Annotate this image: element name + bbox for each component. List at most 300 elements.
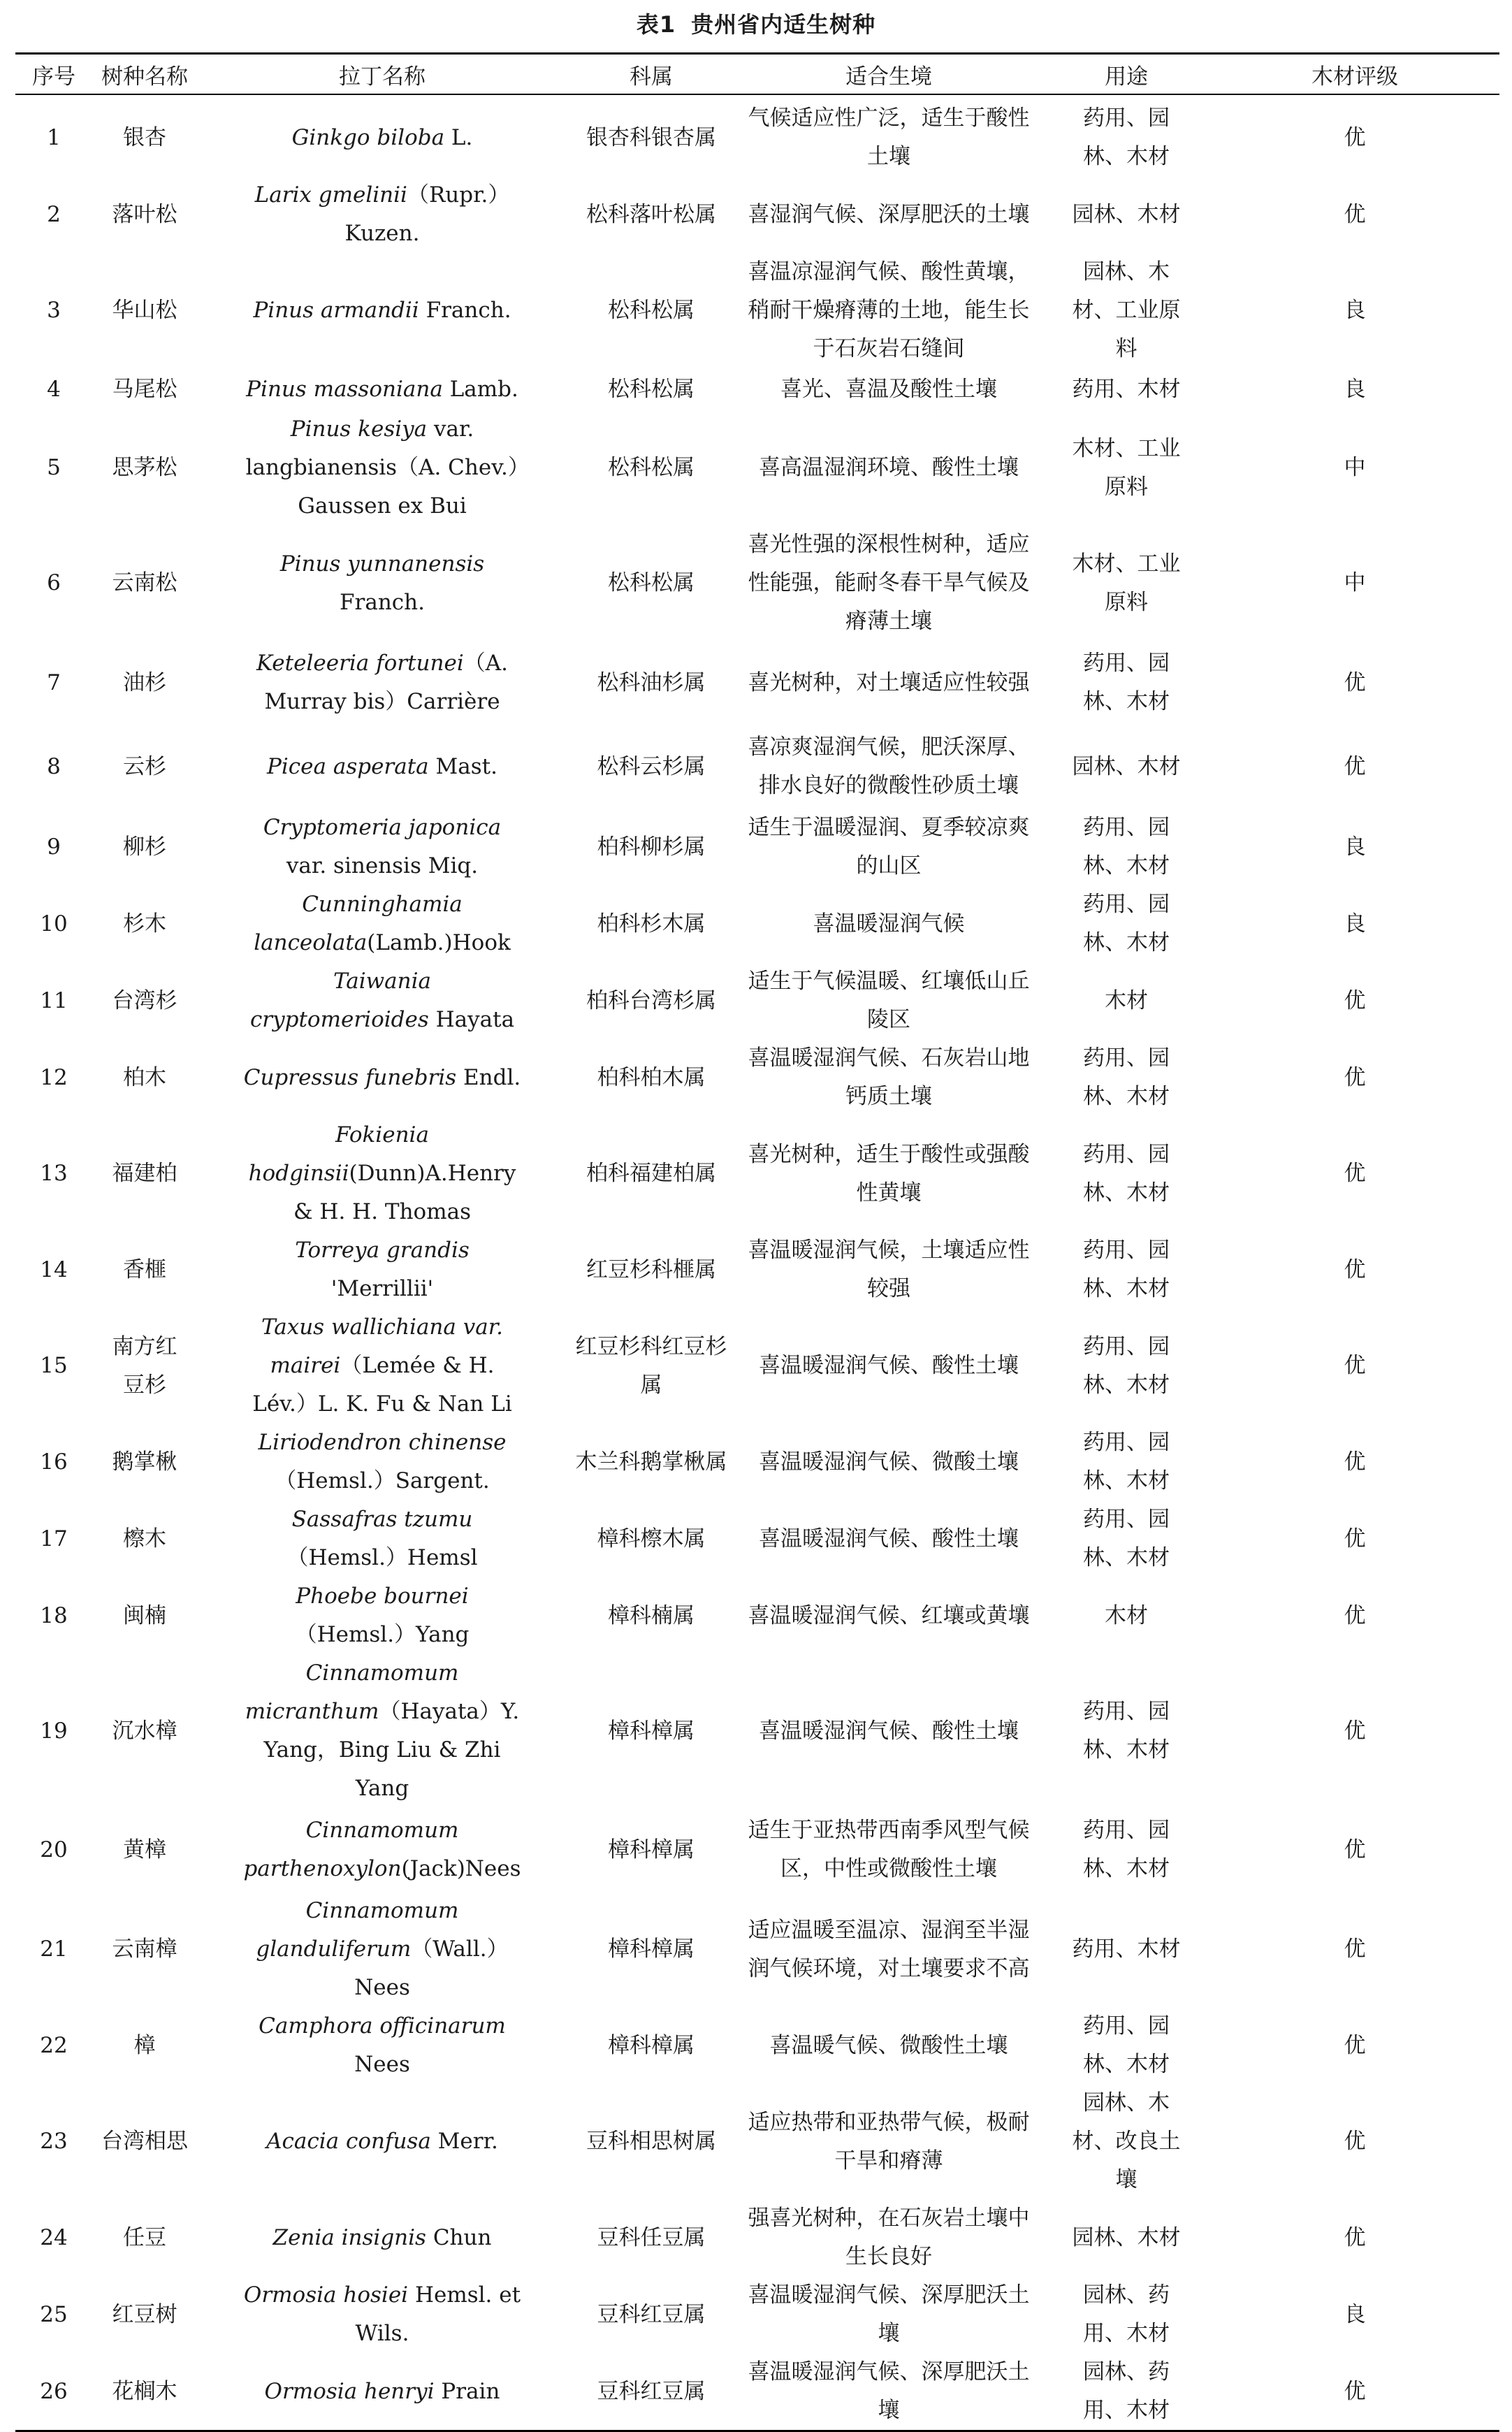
row-number: 23 bbox=[40, 2129, 68, 2154]
family-genus bbox=[567, 176, 735, 253]
usage bbox=[1042, 1308, 1210, 1424]
table-row bbox=[15, 1308, 1499, 1424]
species-name-text: 任豆 bbox=[123, 2224, 166, 2250]
family-genus bbox=[567, 1808, 735, 1892]
use-text: 药用、园林、木材 bbox=[1083, 2013, 1170, 2077]
family-text: 柏科福建柏属 bbox=[586, 1161, 716, 1186]
row-number: 1 bbox=[47, 124, 61, 150]
family-text: 豆科相思树属 bbox=[586, 2129, 716, 2154]
timber-grade: 优 bbox=[1344, 753, 1366, 779]
use-text: 药用、木材 bbox=[1072, 376, 1181, 402]
timber-grade: 优 bbox=[1344, 1353, 1366, 1378]
table-row bbox=[15, 1424, 1499, 1500]
family-genus bbox=[567, 1308, 735, 1424]
usage bbox=[1042, 1116, 1210, 1231]
timber-grade: 良 bbox=[1344, 911, 1366, 936]
latin-species: Cryptomeria japonica bbox=[263, 815, 502, 840]
timber-grade: 良 bbox=[1344, 834, 1366, 860]
row-number: 10 bbox=[40, 911, 68, 936]
species-name bbox=[92, 809, 197, 885]
use-text: 园林、木材、改良土壤 bbox=[1072, 2090, 1181, 2192]
latin-name bbox=[197, 176, 567, 253]
latin-authority: （Hayata）Y. Yang，Bing Liu & Zhi Yang bbox=[263, 1699, 520, 1801]
family-text: 樟科樟属 bbox=[608, 1718, 695, 1744]
row-number: 6 bbox=[47, 570, 61, 595]
habitat-text: 喜温暖湿润气候、石灰岩山地钙质土壤 bbox=[748, 1045, 1030, 1109]
species-name bbox=[92, 1308, 197, 1424]
table-row bbox=[15, 253, 1499, 368]
species-name bbox=[92, 1654, 197, 1808]
latin-authority: Chun bbox=[426, 2224, 492, 2250]
table-row bbox=[15, 809, 1499, 885]
habitat-text: 喜温暖湿润气候、红壤或黄壤 bbox=[748, 1602, 1030, 1628]
species-name-text: 柏木 bbox=[123, 1064, 166, 1090]
timber-grade: 优 bbox=[1344, 2032, 1366, 2058]
table-row bbox=[15, 410, 1499, 526]
row-number: 5 bbox=[47, 455, 61, 480]
habitat bbox=[735, 1116, 1042, 1231]
family-text: 红豆杉科榧属 bbox=[586, 1257, 716, 1282]
family-text: 银杏科银杏属 bbox=[586, 124, 716, 150]
usage bbox=[1042, 1424, 1210, 1500]
habitat-text: 喜温暖湿润气候、微酸土壤 bbox=[759, 1449, 1019, 1475]
species-name-text: 柳杉 bbox=[123, 834, 166, 860]
species-name bbox=[92, 1500, 197, 1577]
species-name-text: 沉水樟 bbox=[112, 1718, 177, 1744]
timber-grade: 优 bbox=[1344, 1837, 1366, 1862]
timber-grade: 优 bbox=[1210, 2353, 1499, 2431]
habitat bbox=[735, 1654, 1042, 1808]
habitat bbox=[735, 368, 1042, 410]
habitat bbox=[735, 2084, 1042, 2199]
habitat-text: 喜温暖湿润气候，土壤适应性较强 bbox=[748, 1238, 1030, 1301]
header-latin: 拉丁名称 bbox=[197, 54, 567, 95]
row-number: 15 bbox=[40, 1353, 68, 1378]
habitat bbox=[735, 94, 1042, 176]
habitat-text: 适生于亚热带西南季风型气候区，中性或微酸性土壤 bbox=[748, 1818, 1030, 1881]
species-name-text: 银杏 bbox=[123, 124, 166, 150]
latin-species: Picea asperata bbox=[267, 753, 429, 779]
latin-name bbox=[197, 2276, 567, 2353]
latin-species: Phoebe bournei bbox=[296, 1584, 469, 1609]
latin-name bbox=[197, 1892, 567, 2007]
header-name: 树种名称 bbox=[92, 54, 197, 95]
family-text: 松科落叶松属 bbox=[586, 201, 716, 227]
habitat-text: 喜温凉湿润气候、酸性黄壤，稍耐干燥瘠薄的土地，能生长于石灰岩石缝间 bbox=[748, 259, 1030, 361]
table-row bbox=[15, 1892, 1499, 2007]
use-text: 园林、木材、工业原料 bbox=[1072, 259, 1181, 361]
habitat-text: 喜温暖气候、微酸性土壤 bbox=[769, 2032, 1008, 2058]
use-text: 园林、木材 bbox=[1072, 201, 1181, 227]
latin-authority: (Lamb.)Hook bbox=[367, 930, 511, 955]
habitat-text: 喜光性强的深根性树种，适应性能强，能耐冬春干旱气候及瘠薄土壤 bbox=[748, 532, 1030, 634]
usage bbox=[1042, 885, 1210, 962]
habitat bbox=[735, 1808, 1042, 1892]
family-genus bbox=[567, 526, 735, 641]
row-number: 16 bbox=[40, 1449, 68, 1475]
table-row bbox=[15, 94, 1499, 176]
row-number: 18 bbox=[40, 1602, 68, 1628]
latin-name bbox=[197, 94, 567, 176]
family-genus bbox=[567, 2084, 735, 2199]
habitat bbox=[735, 2199, 1042, 2276]
habitat-text: 适应温暖至温凉、湿润至半湿润气候环境，对土壤要求不高 bbox=[748, 1917, 1030, 1981]
species-name bbox=[92, 1231, 197, 1308]
use-text: 药用、园林、木材 bbox=[1083, 1699, 1170, 1763]
latin-species: Ginkgo biloba bbox=[291, 124, 445, 150]
habitat-text: 适应热带和亚热带气候，极耐干旱和瘠薄 bbox=[748, 2109, 1030, 2173]
species-name-text: 杉木 bbox=[123, 911, 166, 936]
use-text: 木材、工业原料 bbox=[1072, 435, 1181, 500]
timber-grade: 优 bbox=[1344, 987, 1366, 1013]
habitat bbox=[735, 2276, 1042, 2353]
family-genus bbox=[567, 2353, 735, 2431]
latin-authority: （Hemsl.）Hemsl bbox=[286, 1545, 478, 1570]
family-text: 柏科柏木属 bbox=[597, 1064, 706, 1090]
species-name bbox=[92, 1808, 197, 1892]
latin-species: Fokienia hodginsii bbox=[248, 1122, 429, 1186]
timber-grade: 优 bbox=[1344, 2224, 1366, 2250]
species-name-text: 思茅松 bbox=[112, 455, 177, 480]
family-genus bbox=[567, 1424, 735, 1500]
latin-name bbox=[197, 1500, 567, 1577]
latin-name bbox=[197, 2199, 567, 2276]
family-genus bbox=[567, 253, 735, 368]
family-text: 樟科樟属 bbox=[608, 1937, 695, 1962]
usage bbox=[1042, 2084, 1210, 2199]
header-habitat: 适合生境 bbox=[735, 54, 1042, 95]
family-text: 柏科柳杉属 bbox=[597, 834, 706, 860]
header-family: 科属 bbox=[567, 54, 735, 95]
habitat-text: 喜温暖湿润气候、深厚肥沃土壤 bbox=[748, 2282, 1030, 2346]
latin-name bbox=[197, 2007, 567, 2084]
family-text: 樟科檫木属 bbox=[597, 1526, 706, 1551]
species-name bbox=[92, 1892, 197, 2007]
latin-authority: （Rupr.）Kuzen. bbox=[344, 182, 510, 246]
species-name bbox=[92, 962, 197, 1039]
timber-grade: 优 bbox=[1344, 669, 1366, 695]
species-name bbox=[92, 2353, 197, 2431]
latin-authority: Hayata bbox=[428, 1007, 515, 1032]
usage bbox=[1042, 1808, 1210, 1892]
table-row bbox=[15, 2084, 1499, 2199]
habitat bbox=[735, 2353, 1042, 2431]
species-name-text: 香榧 bbox=[123, 1257, 166, 1282]
table-row bbox=[15, 641, 1499, 725]
latin-authority: L. bbox=[444, 124, 473, 150]
species-name-text: 檫木 bbox=[123, 1526, 166, 1551]
species-name-text: 油杉 bbox=[123, 669, 166, 695]
family-text: 松科松属 bbox=[608, 376, 695, 402]
latin-authority: (Dunn)A.Henry & H. H. Thomas bbox=[293, 1161, 516, 1224]
family-text: 樟科樟属 bbox=[608, 1837, 695, 1862]
species-name bbox=[92, 526, 197, 641]
timber-grade: 优 bbox=[1344, 1937, 1366, 1962]
table-row bbox=[15, 1231, 1499, 1308]
usage bbox=[1042, 962, 1210, 1039]
species-name-text: 云杉 bbox=[123, 753, 166, 779]
latin-species: Cinnamomum glanduliferum bbox=[256, 1898, 459, 1962]
row-number: 26 bbox=[15, 2353, 92, 2431]
latin-authority: 'Merrillii' bbox=[330, 1276, 434, 1301]
tree-species-table bbox=[15, 52, 1499, 2432]
table-row bbox=[15, 2007, 1499, 2084]
habitat-text: 喜湿润气候、深厚肥沃的土壤 bbox=[748, 201, 1030, 227]
family-genus bbox=[567, 1577, 735, 1654]
family-text: 松科油杉属 bbox=[597, 669, 706, 695]
latin-species: Cinnamomum parthenoxylon bbox=[243, 1818, 459, 1881]
row-number: 19 bbox=[40, 1718, 68, 1744]
habitat-text: 喜温暖湿润气候、深厚肥沃土壤 bbox=[748, 2359, 1030, 2423]
family-text: 松科云杉属 bbox=[597, 753, 706, 779]
header-use: 用途 bbox=[1042, 54, 1210, 95]
latin-name bbox=[197, 526, 567, 641]
species-name-text: 樟 bbox=[133, 2032, 156, 2058]
usage bbox=[1042, 2007, 1210, 2084]
species-name bbox=[92, 641, 197, 725]
usage bbox=[1042, 368, 1210, 410]
header-no: 序号 bbox=[15, 54, 92, 95]
latin-name bbox=[197, 410, 567, 526]
table-number: 表1 bbox=[636, 11, 676, 38]
use-text: 木材、工业原料 bbox=[1072, 551, 1181, 615]
table-row bbox=[15, 725, 1499, 809]
latin-authority: var. sinensis Miq. bbox=[286, 853, 479, 878]
use-text: 园林、木材 bbox=[1072, 753, 1181, 779]
usage bbox=[1042, 725, 1210, 809]
latin-authority: Franch. bbox=[419, 298, 511, 323]
species-name-text: 花榈木 bbox=[112, 2378, 177, 2404]
usage bbox=[1042, 94, 1210, 176]
species-name-text: 闽楠 bbox=[123, 1602, 166, 1628]
table-row bbox=[15, 2276, 1499, 2353]
habitat-text: 喜高温湿润环境、酸性土壤 bbox=[759, 455, 1019, 480]
latin-species: Sassafras tzumu bbox=[291, 1507, 473, 1532]
latin-name bbox=[197, 1654, 567, 1808]
species-name-text: 鹅掌楸 bbox=[112, 1449, 177, 1475]
species-name bbox=[92, 2084, 197, 2199]
latin-name bbox=[197, 725, 567, 809]
row-number: 14 bbox=[40, 1257, 68, 1282]
species-name-text: 台湾相思 bbox=[101, 2129, 188, 2154]
latin-species: Camphora officinarum bbox=[259, 2013, 506, 2039]
timber-grade: 优 bbox=[1344, 1064, 1366, 1090]
row-number: 2 bbox=[47, 201, 61, 227]
habitat bbox=[735, 1231, 1042, 1308]
use-text: 药用、园林、木材 bbox=[1083, 1238, 1170, 1301]
timber-grade: 中 bbox=[1344, 455, 1366, 480]
latin-name bbox=[197, 368, 567, 410]
usage bbox=[1042, 253, 1210, 368]
use-text: 药用、园林、木材 bbox=[1083, 106, 1170, 169]
row-number: 12 bbox=[40, 1064, 68, 1090]
species-name bbox=[92, 94, 197, 176]
timber-grade: 优 bbox=[1344, 1449, 1366, 1475]
latin-authority: var. langbianensis（A. Chev.）Gaussen ex Bui bbox=[245, 417, 519, 519]
row-number: 13 bbox=[40, 1161, 68, 1186]
timber-grade: 优 bbox=[1344, 1257, 1366, 1282]
latin-authority: （A. Murray bis）Carrière bbox=[264, 651, 508, 714]
species-name-text: 福建柏 bbox=[112, 1161, 177, 1186]
family-genus bbox=[567, 809, 735, 885]
habitat bbox=[735, 253, 1042, 368]
use-text: 药用、园林、木材 bbox=[1083, 892, 1170, 955]
family-text: 松科松属 bbox=[608, 570, 695, 595]
species-name bbox=[92, 410, 197, 526]
latin-name bbox=[197, 809, 567, 885]
table-row bbox=[15, 2199, 1499, 2276]
habitat-text: 喜光树种，适生于酸性或强酸性黄壤 bbox=[748, 1141, 1030, 1206]
species-name-text: 南方红豆杉 bbox=[112, 1333, 177, 1398]
table-row bbox=[15, 1577, 1499, 1654]
species-name bbox=[92, 1116, 197, 1231]
timber-grade: 优 bbox=[1344, 124, 1366, 150]
use-text: 园林、木材 bbox=[1072, 2224, 1181, 2250]
latin-species: Pinus yunnanensis bbox=[279, 551, 485, 577]
family-genus bbox=[567, 1654, 735, 1808]
habitat bbox=[735, 962, 1042, 1039]
latin-species: Torreya grandis bbox=[295, 1238, 470, 1263]
timber-grade: 优 bbox=[1344, 2129, 1366, 2154]
use-text: 药用、园林、木材 bbox=[1083, 651, 1170, 714]
family-genus bbox=[567, 962, 735, 1039]
latin-name bbox=[197, 962, 567, 1039]
latin-species: Ormosia hosiei bbox=[243, 2282, 409, 2308]
latin-name bbox=[197, 1808, 567, 1892]
latin-name bbox=[197, 1577, 567, 1654]
latin-species: Zenia insignis bbox=[272, 2224, 426, 2250]
timber-grade: 优 bbox=[1344, 1718, 1366, 1744]
latin-species: Ormosia henryi bbox=[264, 2378, 435, 2404]
row-number: 11 bbox=[40, 987, 68, 1013]
habitat bbox=[735, 176, 1042, 253]
header-row bbox=[15, 54, 1499, 95]
habitat-text: 喜温暖湿润气候、酸性土壤 bbox=[759, 1718, 1019, 1744]
usage bbox=[1042, 2199, 1210, 2276]
species-name bbox=[92, 368, 197, 410]
row-number: 24 bbox=[40, 2224, 68, 2250]
latin-name bbox=[197, 1116, 567, 1231]
usage bbox=[1042, 809, 1210, 885]
habitat-text: 强喜光树种，在石灰岩土壤中生长良好 bbox=[748, 2206, 1030, 2269]
species-name-text: 黄樟 bbox=[123, 1837, 166, 1862]
row-number: 17 bbox=[40, 1526, 68, 1551]
latin-authority: Mast. bbox=[428, 753, 497, 779]
usage bbox=[1042, 410, 1210, 526]
table-row bbox=[15, 368, 1499, 410]
use-text: 园林、药用、木材 bbox=[1083, 2359, 1170, 2423]
habitat-text: 喜温暖湿润气候 bbox=[813, 911, 965, 936]
habitat bbox=[735, 809, 1042, 885]
use-text: 药用、园林、木材 bbox=[1083, 815, 1170, 878]
family-genus bbox=[567, 725, 735, 809]
family-genus bbox=[567, 1500, 735, 1577]
usage bbox=[1042, 1892, 1210, 2007]
row-number: 3 bbox=[47, 298, 61, 323]
habitat-text: 喜光、喜温及酸性土壤 bbox=[780, 376, 997, 402]
use-text: 药用、园林、木材 bbox=[1083, 1818, 1170, 1881]
family-text: 樟科楠属 bbox=[608, 1602, 695, 1628]
usage bbox=[1042, 2353, 1210, 2431]
use-text: 药用、园林、木材 bbox=[1083, 1333, 1170, 1398]
timber-grade: 优 bbox=[1344, 1526, 1366, 1551]
family-text: 松科松属 bbox=[608, 298, 695, 323]
latin-species: Pinus armandii bbox=[253, 298, 419, 323]
latin-authority: (Jack)Nees bbox=[401, 1856, 521, 1881]
latin-species: Liriodendron chinense bbox=[258, 1430, 507, 1455]
table-row bbox=[15, 1500, 1499, 1577]
latin-species: Cupressus funebris bbox=[243, 1064, 457, 1090]
habitat bbox=[735, 2007, 1042, 2084]
family-genus bbox=[567, 885, 735, 962]
table-row bbox=[15, 1808, 1499, 1892]
use-text: 药用、园林、木材 bbox=[1083, 1141, 1170, 1206]
table-row bbox=[15, 526, 1499, 641]
latin-species: Larix gmelinii bbox=[254, 182, 407, 208]
use-text: 药用、园林、木材 bbox=[1083, 1507, 1170, 1570]
use-text: 药用、园林、木材 bbox=[1083, 1045, 1170, 1109]
habitat bbox=[735, 641, 1042, 725]
habitat-text: 适生于温暖湿润、夏季较凉爽的山区 bbox=[748, 815, 1030, 878]
latin-authority: Endl. bbox=[456, 1064, 521, 1090]
habitat-text: 喜凉爽湿润气候，肥沃深厚、排水良好的微酸性砂质土壤 bbox=[748, 734, 1030, 798]
latin-name bbox=[197, 885, 567, 962]
family-text: 柏科杉木属 bbox=[597, 911, 706, 936]
family-text: 柏科台湾杉属 bbox=[586, 987, 716, 1013]
use-text: 药用、木材 bbox=[1072, 1937, 1181, 1962]
habitat-text: 喜温暖湿润气候、酸性土壤 bbox=[759, 1353, 1019, 1378]
timber-grade: 优 bbox=[1344, 1602, 1366, 1628]
species-name bbox=[92, 885, 197, 962]
family-genus bbox=[567, 2199, 735, 2276]
habitat bbox=[735, 1500, 1042, 1577]
usage bbox=[1042, 1231, 1210, 1308]
family-text: 豆科任豆属 bbox=[597, 2224, 706, 2250]
habitat bbox=[735, 526, 1042, 641]
family-genus bbox=[567, 1231, 735, 1308]
usage bbox=[1042, 526, 1210, 641]
species-name-text: 落叶松 bbox=[112, 201, 177, 227]
habitat bbox=[735, 1308, 1042, 1424]
latin-name bbox=[197, 2084, 567, 2199]
latin-name bbox=[197, 253, 567, 368]
table-row bbox=[15, 1654, 1499, 1808]
header-grade: 木材评级 bbox=[1210, 54, 1499, 95]
latin-authority: （Hemsl.）Yang bbox=[295, 1622, 470, 1647]
species-name bbox=[92, 2199, 197, 2276]
latin-authority: Merr. bbox=[430, 2129, 498, 2154]
use-text: 木材 bbox=[1105, 987, 1148, 1013]
family-genus bbox=[567, 1892, 735, 2007]
family-text: 樟科樟属 bbox=[608, 2032, 695, 2058]
latin-species: Pinus massoniana bbox=[246, 376, 443, 402]
table-title bbox=[0, 7, 1512, 39]
timber-grade: 优 bbox=[1344, 1161, 1366, 1186]
family-genus bbox=[567, 410, 735, 526]
family-text: 豆科红豆属 bbox=[597, 2301, 706, 2327]
habitat bbox=[735, 1577, 1042, 1654]
species-name-text: 台湾杉 bbox=[112, 987, 177, 1013]
usage bbox=[1042, 1039, 1210, 1116]
latin-name bbox=[197, 641, 567, 725]
latin-species: Acacia confusa bbox=[266, 2129, 431, 2154]
habitat bbox=[735, 725, 1042, 809]
species-name-text: 马尾松 bbox=[112, 376, 177, 402]
latin-species: Pinus kesiya bbox=[290, 417, 428, 442]
row-number: 8 bbox=[47, 753, 61, 779]
use-text: 木材 bbox=[1105, 1602, 1148, 1628]
latin-species: Cinnamomum micranthum bbox=[245, 1660, 459, 1724]
